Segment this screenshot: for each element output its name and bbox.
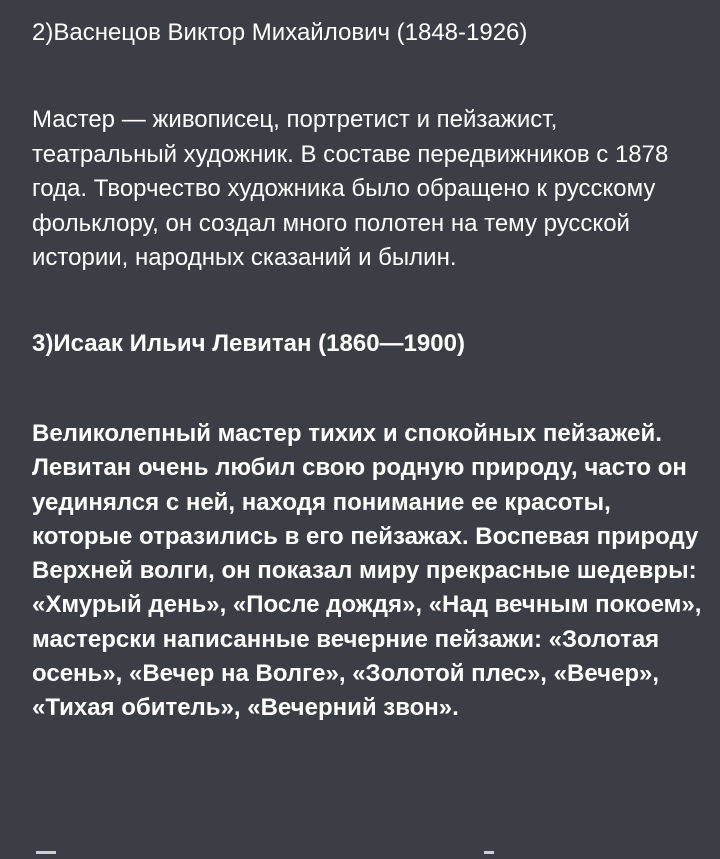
artist-description-vasnetsov: Мастер — живописец, портретист и пейзажист, театральный художник. В составе передвижников с 1878 года. Творчество художника было обращено к русскому фольклору, он создал много полотен на тему русской истории, народных сказаний и былин. [32, 106, 669, 271]
artist-description-levitan: Великолепный мастер тихих и спокойных пейзажей. Левитан очень любил свою родную природу, часто он уединялся с ней, находя понимание ее красоты, которые отразились в его пейзажах. Воспевая природу Верхней волги, он показал миру прекрасные шедевры: «Хмурый день», «После дождя», «Над вечным покоем», мастерски написанные вечерние пейзажи: «Золотая осень», «Вечер на Волге», «Золотой плес», «Вечер», «Тихая обитель», «Вечерний звон». [32, 420, 702, 722]
artist-heading-levitan: 3)Исаак Ильич Левитан (1860—1900) [32, 330, 465, 357]
cut-off-text-line [36, 845, 496, 859]
artist-heading-vasnetsov: 2)Васнецов Виктор Михайлович (1848-1926) [32, 19, 528, 46]
